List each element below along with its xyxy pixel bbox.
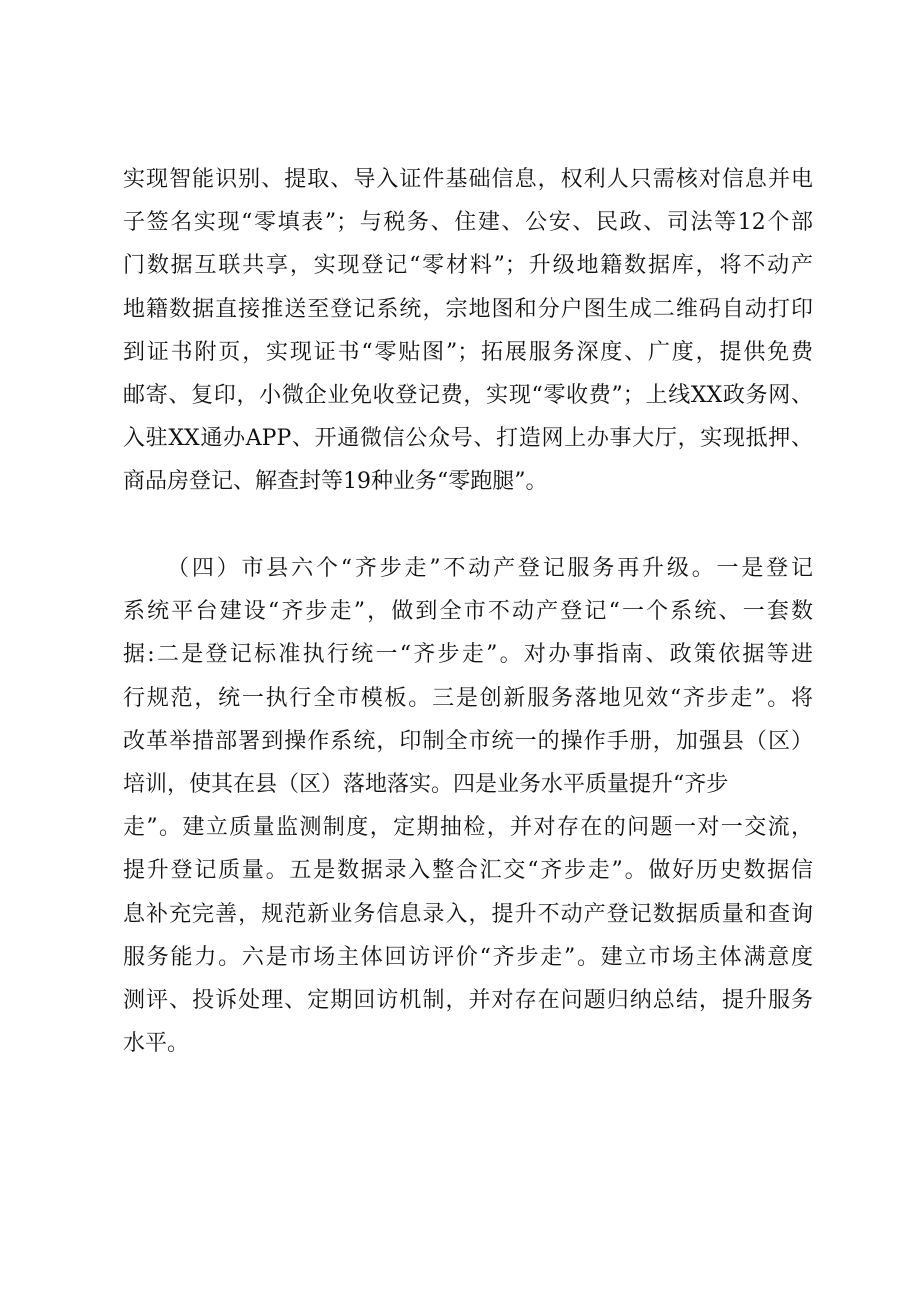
- text-line: 商品房登记、解查封等19种业务“零跑腿”。: [123, 469, 548, 495]
- text-line: 子签名实现“零填表”；与税务、住建、公安、民政、司法等12个部: [123, 210, 813, 236]
- text-line: 地籍数据直接推送至登记系统，宗地图和分户图生成二维码自动打印: [123, 296, 813, 322]
- text-line: 培训，使其在县（区）落地落实。四是业务水平质量提升“齐步: [123, 771, 729, 797]
- section-heading-line: （四）市县六个“齐步走”不动产登记服务再升级。一是登记: [167, 556, 813, 581]
- paragraph-six-in-step: [123, 547, 813, 1065]
- text-line: 走”。建立质量监测制度，定期抽检，并对存在的问题一对一交流，: [123, 815, 813, 841]
- text-line: 入驻XX通办APP、开通微信公众号、打造网上办事大厅，实现抵押、: [123, 426, 813, 452]
- text-line: 水平。: [123, 1031, 190, 1057]
- paragraph-zero-services: [123, 158, 813, 504]
- text-line: 息补充完善，规范新业务信息录入，提升不动产登记数据质量和查询: [123, 901, 813, 927]
- text-line: 到证书附页，实现证书“零贴图”；拓展服务深度、广度，提供免费: [123, 339, 813, 365]
- text-line: 系统平台建设“齐步走”，做到全市不动产登记“一个系统、一套数: [123, 599, 813, 625]
- text-line: 服务能力。六是市场主体回访评价“齐步走”。建立市场主体满意度: [123, 944, 813, 970]
- text-line: 实现智能识别、提取、导入证件基础信息，权利人只需核对信息并电: [123, 167, 813, 192]
- text-line: 测评、投诉处理、定期回访机制，并对存在问题归纳总结，提升服务: [123, 987, 813, 1013]
- text-line: 据:二是登记标准执行统一“齐步走”。对办事指南、政策依据等进: [123, 642, 813, 668]
- text-line: 门数据互联共享，实现登记“零材料”；升级地籍数据库，将不动产: [123, 253, 813, 279]
- text-line: 改革举措部署到操作系统，印制全市统一的操作手册，加强县（区）: [123, 728, 813, 754]
- text-line: 提升登记质量。五是数据录入整合汇交“齐步走”。做好历史数据信: [123, 858, 813, 884]
- text-line: 邮寄、复印，小微企业免收登记费，实现“零收费”；上线XX政务网、: [123, 382, 813, 408]
- text-line: 行规范，统一执行全市模板。三是创新服务落地见效“齐步走”。将: [123, 685, 813, 711]
